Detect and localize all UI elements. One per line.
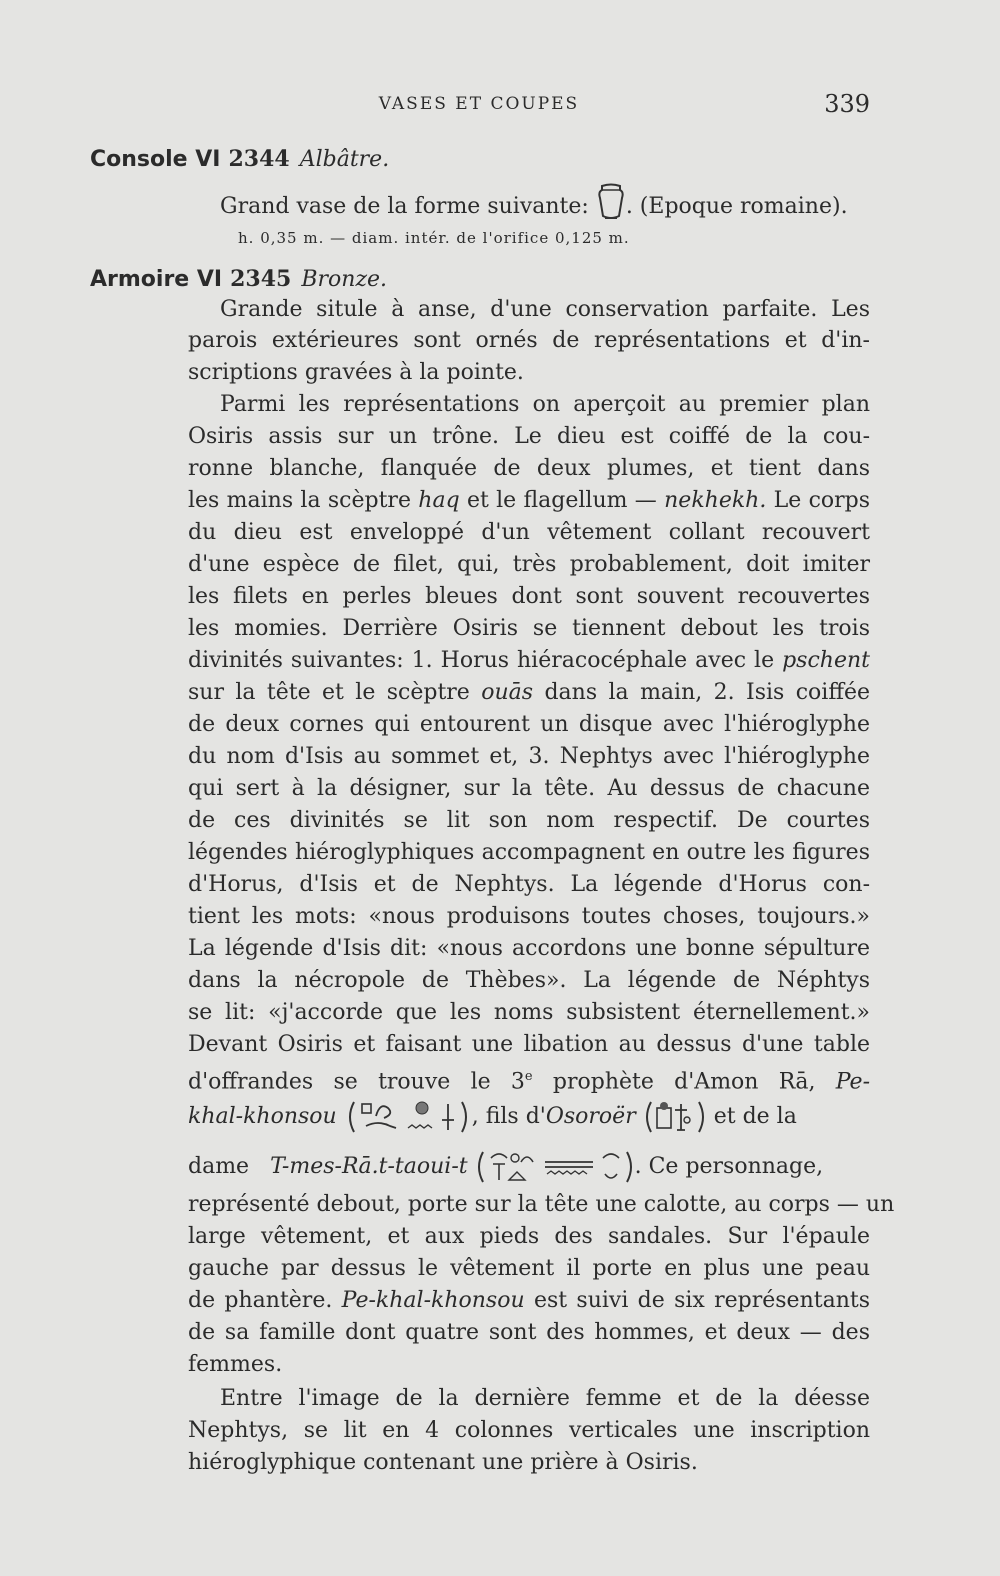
text-line: de sa famille dont quatre sont des hommes, et deux — des: [188, 1320, 870, 1345]
text-line: du nom d'Isis au sommet et, 3. Nephtys avec l'hiéroglyphe: [188, 744, 870, 769]
entry-number: 2344: [228, 146, 290, 172]
text-line: gauche par dessus le vêtement il porte en plus une peau: [188, 1256, 870, 1281]
text-line: Osiris assis sur un trône. Le dieu est coiffé de la cou-: [188, 424, 870, 449]
text-line: de ces divinités se lit son nom respectif. De courtes: [188, 808, 870, 833]
text-line: parois extérieures sont ornés de représentations et d'in-: [188, 328, 870, 353]
cartouche-pekhalkhonsou-icon: [344, 1098, 472, 1136]
text-line: ronne blanche, flanquée de deux plumes, et tient dans: [188, 456, 870, 481]
cartouche-osoroer-icon: [643, 1098, 707, 1136]
cartouche-tmesrat-icon: [475, 1148, 635, 1186]
entry-heading-2344: [90, 146, 389, 172]
text-line: d'offrandes se trouve le 3e prophète d'Amon Rā, Pe-: [188, 1069, 871, 1095]
text-line: d'Horus, d'Isis et de Nephtys. La légende d'Horus con-: [188, 872, 870, 897]
entry-number: 2345: [230, 266, 292, 292]
text-line: divinités suivantes: 1. Horus hiéracocéphale avec le pschent: [188, 648, 870, 673]
page-number: 339: [824, 90, 870, 118]
text-line: Nephtys, se lit en 4 colonnes verticales une inscription: [188, 1418, 870, 1443]
running-title: VASES ET COUPES: [378, 94, 580, 114]
text-line: qui sert à la désigner, sur la tête. Au dessus de chacune: [188, 776, 870, 801]
text-line: les momies. Derrière Osiris se tiennent debout les trois: [188, 616, 870, 641]
text-line: hiéroglyphique contenant une prière à Osiris.: [188, 1450, 698, 1475]
text-line: de phantère. Pe-khal-khonsou est suivi de six représentants: [188, 1288, 871, 1313]
entry-place: Console VI: [90, 147, 221, 172]
entry-material: Albâtre.: [299, 147, 390, 172]
text-line: se lit: «j'accorde que les noms subsistent éternellement.»: [188, 1000, 870, 1025]
text-line: La légende d'Isis dit: «nous accordons une bonne sépulture: [188, 936, 870, 961]
text-line: Grand vase de la forme suivante: . (Epoque romaine).: [220, 182, 870, 232]
text-line: khal-khonsou , fils d'Osoroër et de la: [188, 1098, 870, 1138]
text-line: Grande situle à anse, d'une conservation parfaite. Les: [220, 297, 870, 322]
entry-material: Bronze.: [301, 267, 388, 292]
text-line: Parmi les représentations on aperçoit au premier plan: [220, 392, 870, 417]
text-line: dans la nécropole de Thèbes». La légende de Néphtys: [188, 968, 870, 993]
text-line: sur la tête et le scèptre ouās dans la main, 2. Isis coiffée: [188, 680, 870, 705]
text-line: légendes hiéroglyphiques accompagnent en outre les figures: [188, 840, 870, 865]
text-line: du dieu est enveloppé d'un vêtement collant recouvert: [188, 520, 870, 545]
text-line: d'une espèce de filet, qui, très probablement, doit imiter: [188, 552, 870, 577]
text-line: les mains la scèptre haq et le flagellum — nekhekh. Le corps: [188, 488, 871, 513]
entry-heading-2345: [90, 266, 387, 292]
running-header: [188, 88, 870, 120]
text-line: tient les mots: «nous produisons toutes choses, toujours.»: [188, 904, 870, 929]
text-line: large vêtement, et aux pieds des sandales. Sur l'épaule: [188, 1224, 870, 1249]
text-line: scriptions gravées à la pointe.: [188, 360, 524, 385]
text-line: Devant Osiris et faisant une libation au dessus d'une table: [188, 1032, 870, 1057]
text-line: dame T-mes-Rā.t-taoui-t . Ce personnage,: [188, 1148, 870, 1188]
text-line: femmes.: [188, 1352, 283, 1377]
entry-place: Armoire VI: [90, 267, 223, 292]
text-line: de deux cornes qui entourent un disque avec l'hiéroglyphe: [188, 712, 870, 737]
text-line: représenté debout, porte sur la tête une calotte, au corps — un: [188, 1192, 895, 1217]
text-line: les filets en perles bleues dont sont souvent recouvertes: [188, 584, 870, 609]
text-line: Entre l'image de la dernière femme et de la déesse: [220, 1386, 870, 1411]
dimensions: h. 0,35 m. — diam. intér. de l'orifice 0,125 m.: [238, 229, 630, 247]
